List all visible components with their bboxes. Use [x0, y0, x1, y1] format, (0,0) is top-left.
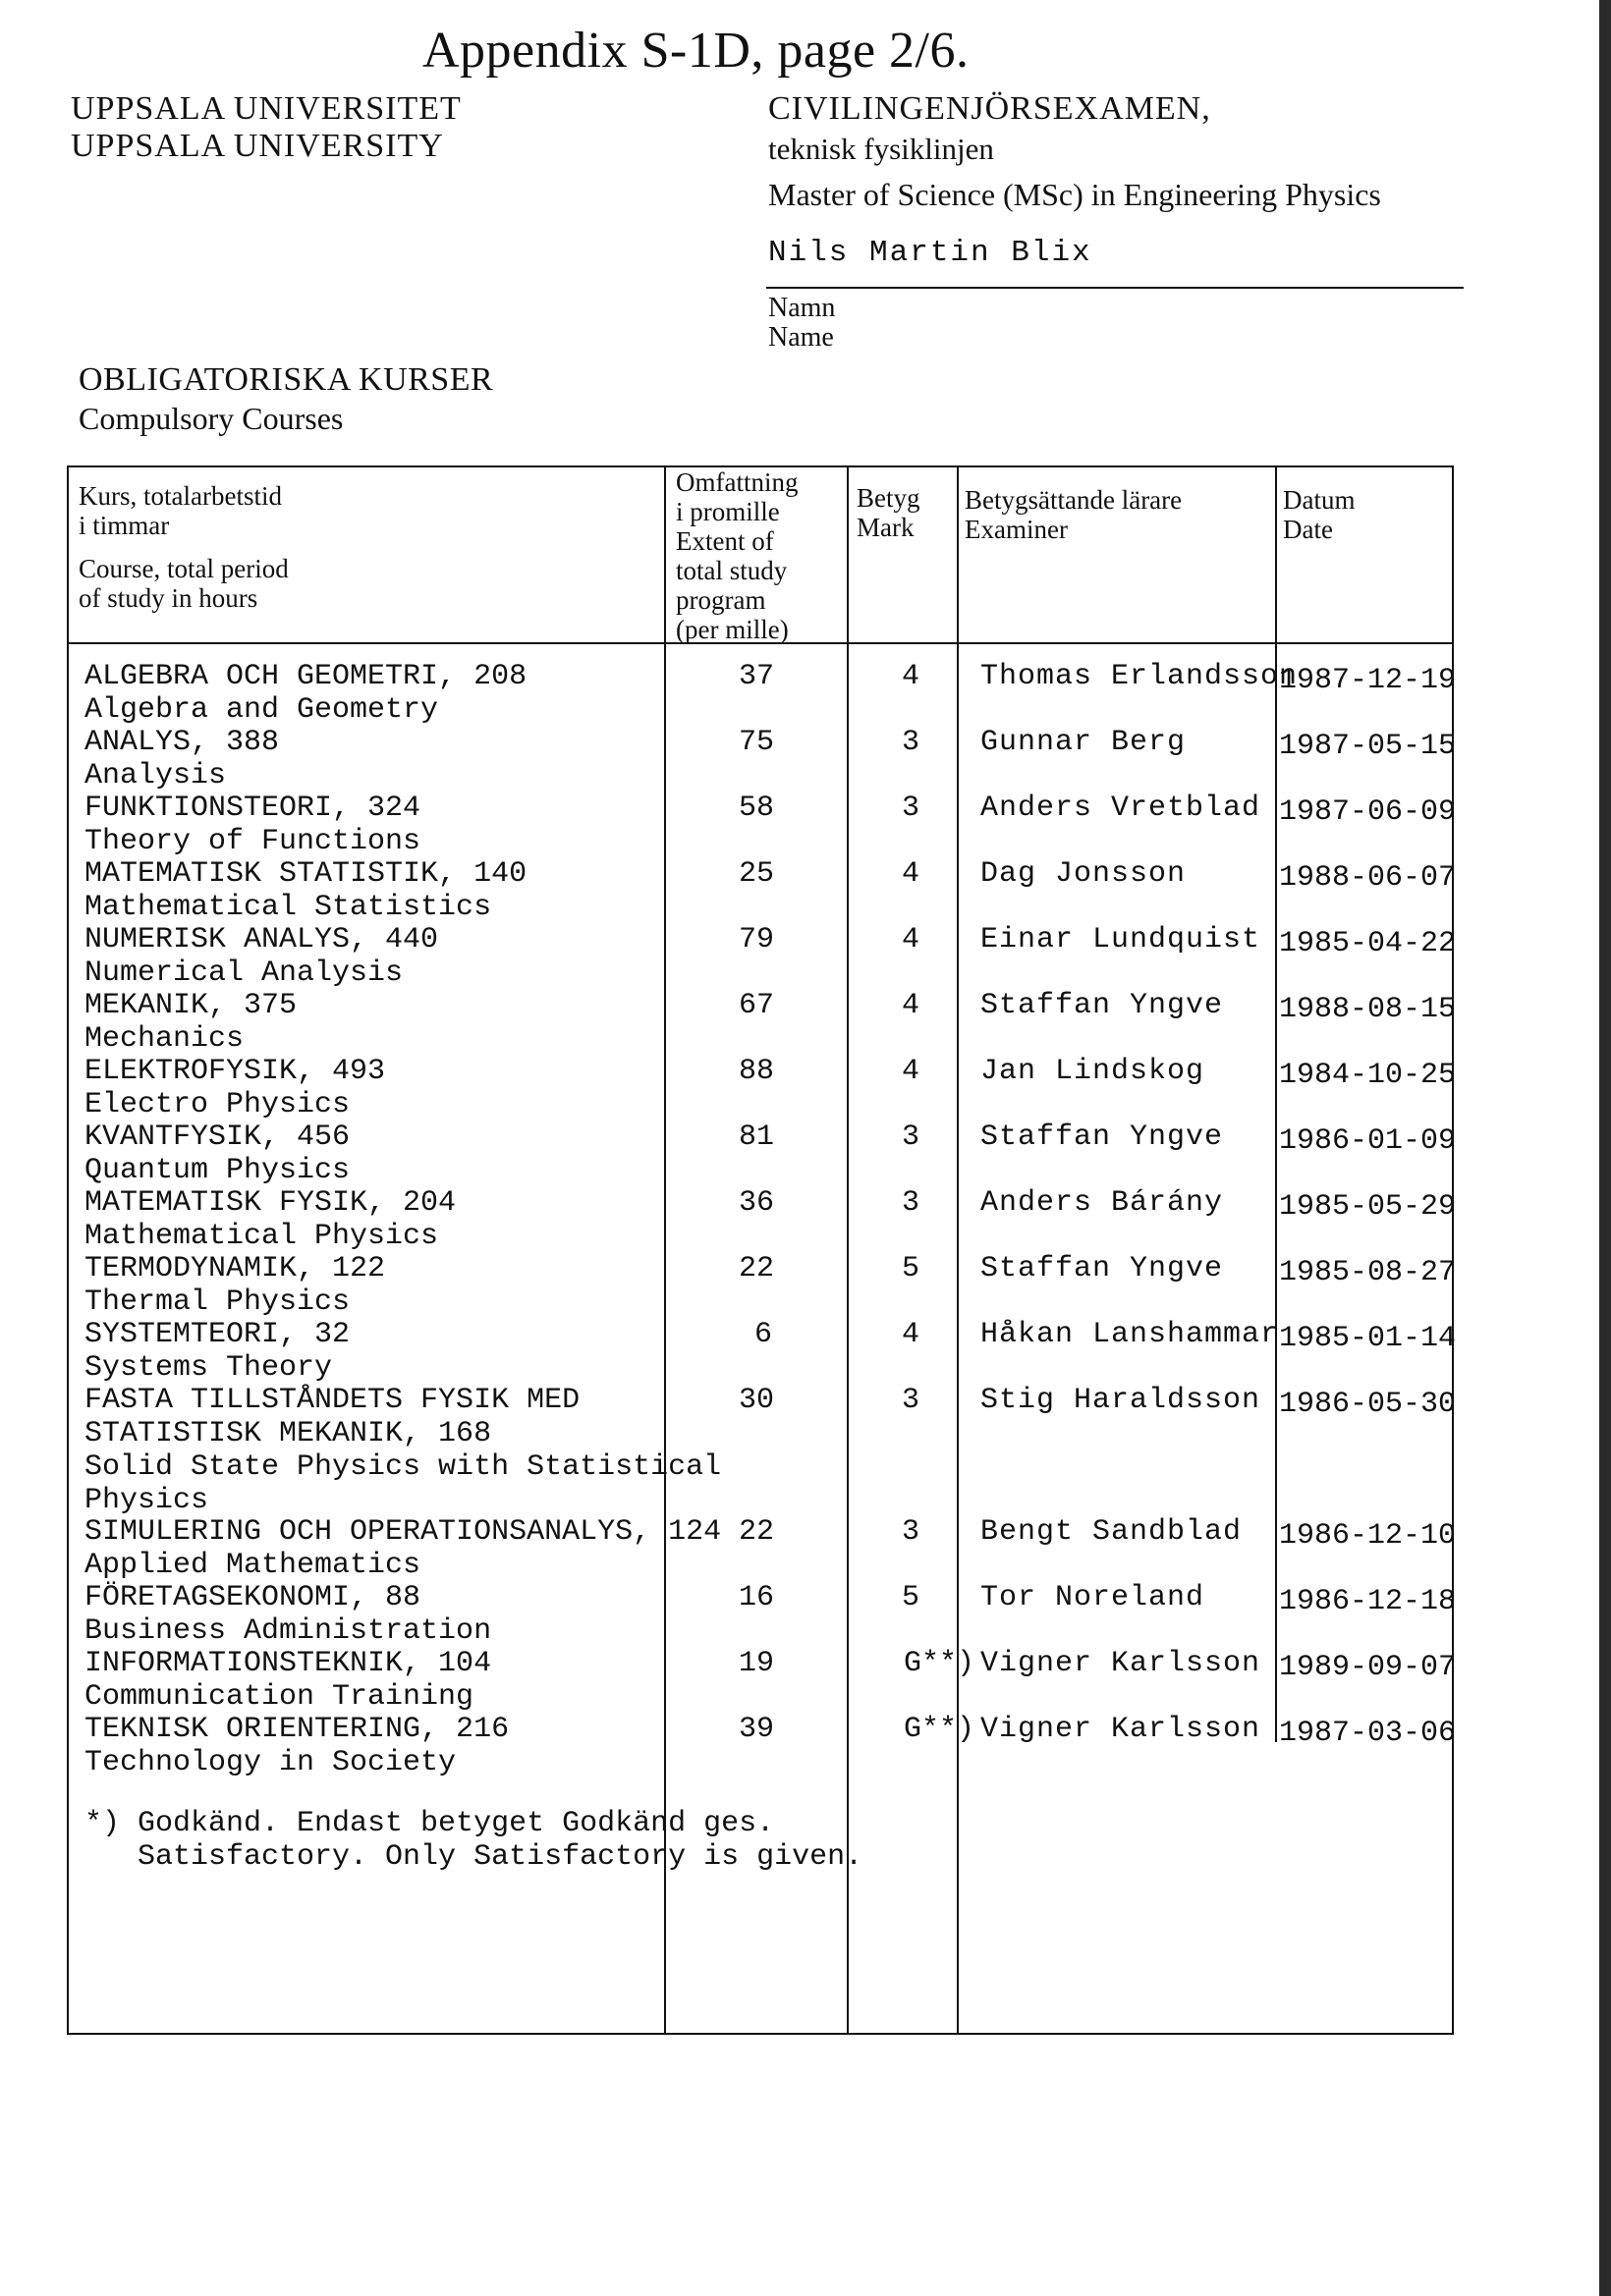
examiner-name: Staffan Yngve	[980, 1121, 1224, 1154]
extent-value: 81	[739, 1121, 775, 1154]
examiner-name: Vigner Karlsson	[980, 1713, 1261, 1746]
examiner-name: Tor Noreland	[980, 1581, 1205, 1614]
section-title-sv: OBLIGATORISKA KURSER	[79, 361, 494, 398]
mark-value: G**)	[904, 1713, 975, 1746]
examiner-name: Gunnar Berg	[980, 726, 1187, 759]
extent-value: 16	[739, 1581, 775, 1614]
examiner-name: Thomas Erlandsson	[980, 660, 1299, 693]
mark-value: 3	[902, 726, 920, 759]
mark-value: G**)	[904, 1647, 975, 1680]
mark-value: 3	[902, 1515, 920, 1549]
extent-value: 6	[754, 1318, 773, 1351]
date-value: 1987-06-09	[1279, 795, 1457, 829]
mark-value: 4	[902, 989, 920, 1022]
extent-value: 75	[739, 726, 775, 759]
extent-value: 22	[739, 1515, 775, 1549]
date-value: 1985-05-29	[1279, 1190, 1457, 1224]
date-value: 1985-08-27	[1279, 1256, 1457, 1289]
column-header-extent: Omfattning i promille Extent of total study program (per mille)	[676, 467, 799, 644]
date-value: 1987-05-15	[1279, 730, 1457, 763]
examiner-name: Jan Lindskog	[980, 1055, 1205, 1088]
course-name: ALGEBRA OCH GEOMETRI, 208 Algebra and Geometry	[84, 660, 528, 727]
extent-value: 79	[739, 923, 775, 957]
extent-value: 30	[739, 1384, 775, 1417]
examiner-name: Staffan Yngve	[980, 989, 1224, 1022]
mark-value: 3	[902, 792, 920, 825]
university-name-en: UPPSALA UNIVERSITY	[71, 128, 444, 164]
extent-value: 22	[739, 1252, 775, 1285]
date-value: 1984-10-25	[1279, 1059, 1457, 1092]
course-name: TEKNISK ORIENTERING, 216 Technology in Society	[84, 1713, 510, 1779]
appendix-title: Appendix S-1D, page 2/6.	[422, 23, 970, 79]
course-name: KVANTFYSIK, 456 Quantum Physics	[84, 1121, 351, 1187]
course-name: MEKANIK, 375 Mechanics	[84, 989, 298, 1056]
university-name-sv: UPPSALA UNIVERSITET	[71, 90, 462, 127]
mark-value: 4	[902, 660, 920, 693]
examiner-name: Bengt Sandblad	[980, 1515, 1243, 1549]
mark-value: 3	[902, 1384, 920, 1417]
examiner-name: Einar Lundquist	[980, 923, 1261, 957]
column-header-course: Kurs, totalarbetstid i timmar Course, total period of study in hours	[79, 481, 289, 613]
course-name: FUNKTIONSTEORI, 324 Theory of Functions	[84, 792, 421, 858]
date-value: 1987-12-19	[1279, 664, 1457, 697]
mark-value: 5	[902, 1581, 920, 1614]
date-value: 1985-04-22	[1279, 927, 1457, 960]
date-value: 1988-06-07	[1279, 861, 1457, 895]
course-name: FÖRETAGSEKONOMI, 88 Business Administration	[84, 1581, 492, 1648]
column-header-examiner: Betygsättande lärare Examiner	[965, 485, 1183, 544]
examiner-name: Anders Bárány	[980, 1186, 1224, 1220]
name-label-en: Name	[768, 322, 834, 353]
course-name: MATEMATISK FYSIK, 204 Mathematical Physics	[84, 1186, 457, 1253]
course-name: ELEKTROFYSIK, 493 Electro Physics	[84, 1055, 386, 1121]
extent-value: 58	[739, 792, 775, 825]
examiner-name: Staffan Yngve	[980, 1252, 1224, 1285]
degree-title-en: Master of Science (MSc) in Engineering Physics	[768, 177, 1381, 212]
footnote: *) Godkänd. Endast betyget Godkänd ges. Satisfactory. Only Satisfactory is given.	[84, 1807, 863, 1874]
examiner-name: Dag Jonsson	[980, 857, 1187, 891]
extent-value: 39	[739, 1713, 775, 1746]
course-name: SIMULERING OCH OPERATIONSANALYS, 124 Applied Mathematics	[84, 1515, 722, 1582]
extent-value: 88	[739, 1055, 775, 1088]
course-name: NUMERISK ANALYS, 440 Numerical Analysis	[84, 923, 439, 990]
date-value: 1988-08-15	[1279, 993, 1457, 1026]
extent-value: 19	[739, 1647, 775, 1680]
date-value: 1989-09-07	[1279, 1651, 1457, 1684]
examiner-name: Håkan Lanshammar	[980, 1318, 1280, 1351]
name-label-sv: Namn	[768, 293, 836, 323]
examiner-name: Stig Haraldsson	[980, 1384, 1261, 1417]
extent-value: 67	[739, 989, 775, 1022]
course-name: MATEMATISK STATISTIK, 140 Mathematical Statistics	[84, 857, 528, 924]
extent-value: 25	[739, 857, 775, 891]
course-name: INFORMATIONSTEKNIK, 104 Communication Training	[84, 1647, 492, 1714]
table-row	[0, 1384, 1611, 1515]
date-value: 1985-01-14	[1279, 1322, 1457, 1355]
date-value: 1987-03-06	[1279, 1717, 1457, 1750]
mark-value: 5	[902, 1252, 920, 1285]
examiner-name: Vigner Karlsson	[980, 1647, 1261, 1680]
extent-value: 36	[739, 1186, 775, 1220]
date-value: 1986-01-09	[1279, 1124, 1457, 1158]
table-bottom-border	[67, 2033, 1454, 2035]
column-header-mark: Betyg Mark	[857, 483, 920, 542]
name-underline	[766, 287, 1464, 289]
section-title-en: Compulsory Courses	[79, 401, 344, 436]
mark-value: 4	[902, 857, 920, 891]
column-header-date: Datum Date	[1283, 485, 1356, 544]
examiner-name: Anders Vretblad	[980, 792, 1261, 825]
mark-value: 4	[902, 923, 920, 957]
course-name: SYSTEMTEORI, 32 Systems Theory	[84, 1318, 351, 1385]
mark-value: 4	[902, 1318, 920, 1351]
mark-value: 3	[902, 1121, 920, 1154]
date-value: 1986-05-30	[1279, 1388, 1457, 1421]
extent-value: 37	[739, 660, 775, 693]
mark-value: 4	[902, 1055, 920, 1088]
student-name: Nils Martin Blix	[768, 236, 1092, 270]
degree-title-sv: CIVILINGENJÖRSEXAMEN,	[768, 90, 1211, 127]
date-value: 1986-12-10	[1279, 1519, 1457, 1553]
date-value: 1986-12-18	[1279, 1585, 1457, 1618]
degree-subtitle-sv: teknisk fysiklinjen	[768, 132, 994, 166]
mark-value: 3	[902, 1186, 920, 1220]
course-name: TERMODYNAMIK, 122 Thermal Physics	[84, 1252, 386, 1319]
course-name: FASTA TILLSTÅNDETS FYSIK MED STATISTISK MEKANIK, 168 Solid State Physics with Statistical Physics	[84, 1384, 722, 1517]
course-name: ANALYS, 388 Analysis	[84, 726, 280, 793]
